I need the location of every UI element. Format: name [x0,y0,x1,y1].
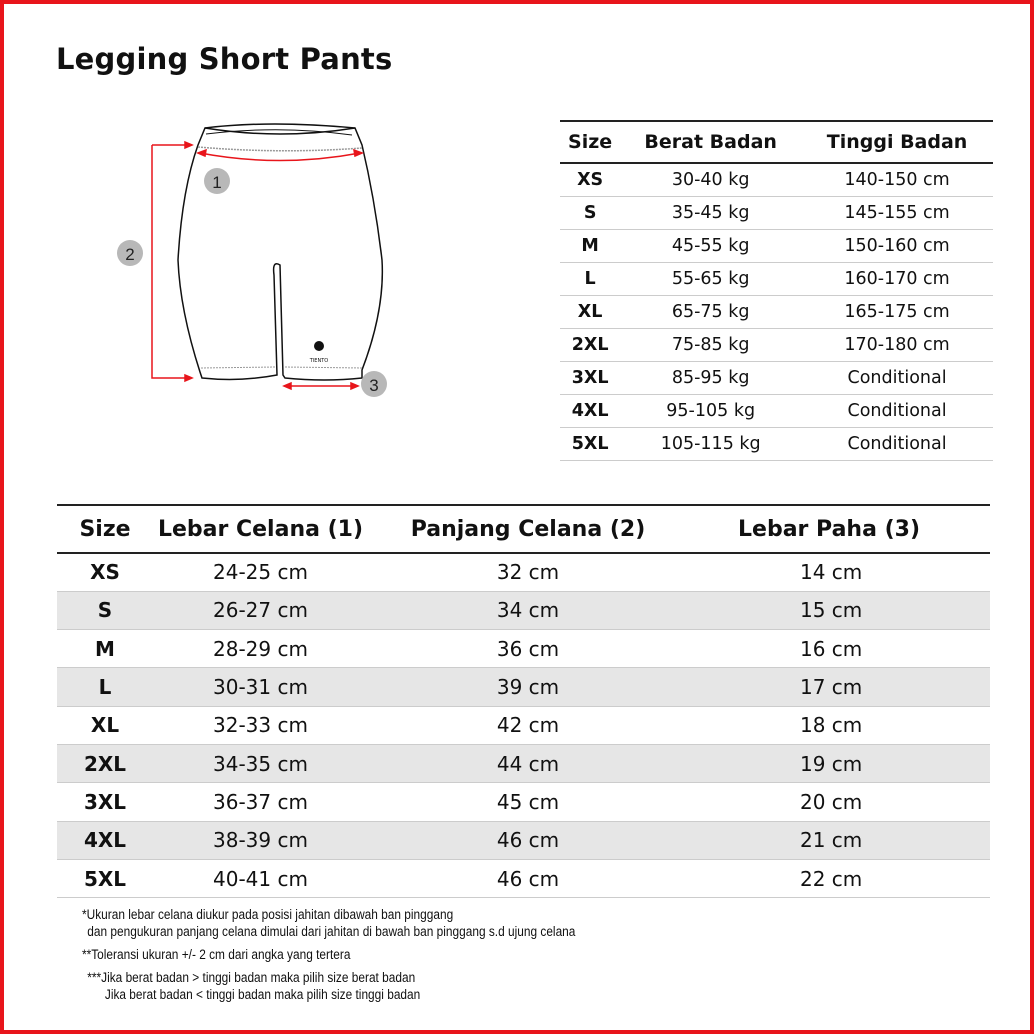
value-cell: Conditional [801,427,993,460]
marker-1: 1 [212,173,222,192]
value-cell: Conditional [801,394,993,427]
size-cell: S [560,196,620,229]
body-size-table [560,120,993,461]
table-row [57,706,990,744]
table-header: Size Lebar Celana (1) Panjang Celana (2) Lebar Paha (3) [57,505,990,553]
value-cell: 15 cm [688,591,990,629]
footnotes [82,906,575,1009]
value-cell: 36 cm [368,630,688,668]
size-cell: XL [560,295,620,328]
size-cell: 3XL [57,783,153,821]
value-cell: 32 cm [368,553,688,591]
value-cell: 75-85 kg [620,328,801,361]
size-cell: M [57,630,153,668]
value-cell: 44 cm [368,744,688,782]
value-cell: 46 cm [368,821,688,859]
measurement-table [57,504,990,898]
marker-2: 2 [125,245,135,264]
value-cell: 24-25 cm [153,553,368,591]
note-3-cont: Jika berat badan < tinggi badan maka pilih size tinggi badan [104,987,421,1002]
value-cell: 34-35 cm [153,744,368,782]
value-cell: 46 cm [368,859,688,897]
size-cell: L [57,668,153,706]
size-cell: L [560,262,620,295]
value-cell: 36-37 cm [153,783,368,821]
value-cell: 22 cm [688,859,990,897]
value-cell: 40-41 cm [153,859,368,897]
value-cell: 17 cm [688,668,990,706]
value-cell: 55-65 kg [620,262,801,295]
value-cell: 39 cm [368,668,688,706]
note-1-cont: dan pengukuran panjang celana dimulai dari jahitan di bawah ban pinggang s.d ujung celana [87,924,576,939]
value-cell: 30-40 kg [620,163,801,196]
table-row [57,668,990,706]
table-row [560,394,993,427]
value-cell: 34 cm [368,591,688,629]
value-cell: 38-39 cm [153,821,368,859]
value-cell: 45 cm [368,783,688,821]
size-cell: XS [560,163,620,196]
size-cell: S [57,591,153,629]
table-header: Size Berat Badan Tinggi Badan [560,121,993,163]
value-cell: 32-33 cm [153,706,368,744]
value-cell: 35-45 kg [620,196,801,229]
value-cell: 160-170 cm [801,262,993,295]
value-cell: 140-150 cm [801,163,993,196]
value-cell: 14 cm [688,553,990,591]
table-row [57,630,990,668]
table-row [560,361,993,394]
table-row [560,328,993,361]
value-cell: 30-31 cm [153,668,368,706]
size-cell: XS [57,553,153,591]
table-row [57,859,990,897]
size-cell: 3XL [560,361,620,394]
value-cell: 95-105 kg [620,394,801,427]
value-cell: 165-175 cm [801,295,993,328]
table-row [57,783,990,821]
size-cell: M [560,229,620,262]
value-cell: 45-55 kg [620,229,801,262]
size-cell: 4XL [560,394,620,427]
size-cell: 5XL [560,427,620,460]
value-cell: 105-115 kg [620,427,801,460]
size-cell: 5XL [57,859,153,897]
value-cell: 65-75 kg [620,295,801,328]
table-row [57,591,990,629]
size-cell: XL [57,706,153,744]
size-cell: 2XL [57,744,153,782]
table-row [560,229,993,262]
value-cell: 85-95 kg [620,361,801,394]
value-cell: 28-29 cm [153,630,368,668]
note-1: *Ukuran lebar celana diukur pada posisi jahitan dibawah ban pinggang [82,907,454,922]
value-cell: 150-160 cm [801,229,993,262]
table-row [57,744,990,782]
page-title: Legging Short Pants [56,42,393,76]
value-cell: 20 cm [688,783,990,821]
marker-3: 3 [369,376,379,395]
pants-illustration [100,110,400,410]
table-row [560,163,993,196]
svg-text:TIENTO: TIENTO [309,358,329,364]
note-2: **Toleransi ukuran +/- 2 cm dari angka yang tertera [82,947,351,962]
value-cell: 145-155 cm [801,196,993,229]
value-cell: 16 cm [688,630,990,668]
size-cell: 4XL [57,821,153,859]
table-row [560,196,993,229]
size-cell: 2XL [560,328,620,361]
value-cell: 21 cm [688,821,990,859]
value-cell: Conditional [801,361,993,394]
table-row [560,295,993,328]
value-cell: 42 cm [368,706,688,744]
table-row [560,262,993,295]
table-row [560,427,993,460]
table-row [57,553,990,591]
value-cell: 18 cm [688,706,990,744]
value-cell: 26-27 cm [153,591,368,629]
value-cell: 19 cm [688,744,990,782]
table-row [57,821,990,859]
value-cell: 170-180 cm [801,328,993,361]
note-3: ***Jika berat badan > tinggi badan maka pilih size berat badan [87,970,416,985]
